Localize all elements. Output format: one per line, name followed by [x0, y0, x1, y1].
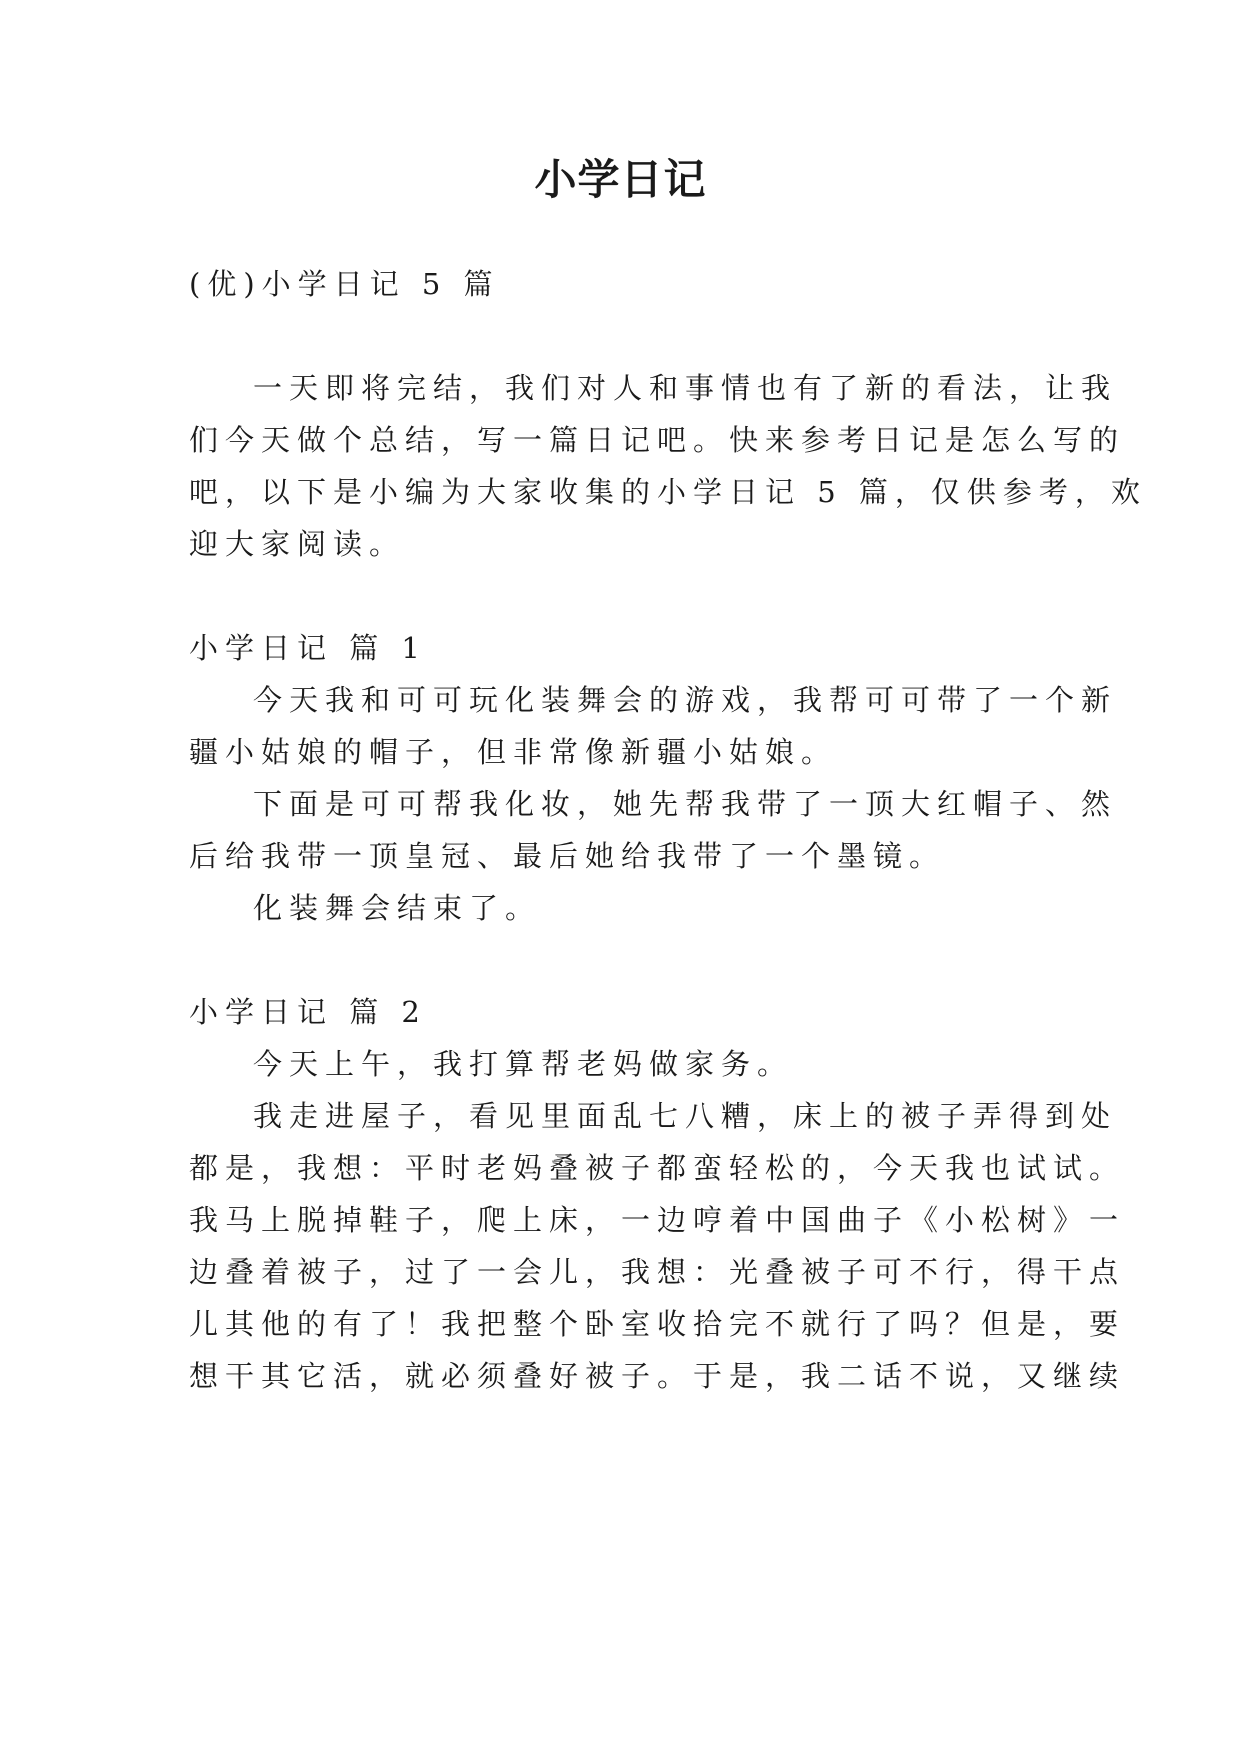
intro-line-1: 一天即将完结，我们对人和事情也有了新的看法，让我: [253, 371, 1118, 405]
section-1-line-2: 疆小姑娘的帽子，但非常像新疆小姑娘。: [189, 735, 838, 769]
intro-line-3: 吧，以下是小编为大家收集的小学日记 5 篇，仅供参考，欢: [189, 475, 1147, 509]
section-1-line-5: 化装舞会结束了。: [253, 891, 542, 925]
intro-line-4: 迎大家阅读。: [189, 527, 406, 561]
page-title: 小学日记: [534, 155, 707, 204]
intro-line-2: 们今天做个总结，写一篇日记吧。快来参考日记是怎么写的: [189, 423, 1126, 457]
section-2-line-3: 都是，我想：平时老妈叠被子都蛮轻松的，今天我也试试。: [189, 1151, 1126, 1185]
section-2-line-6: 儿其他的有了！我把整个卧室收拾完不就行了吗？但是，要: [189, 1307, 1126, 1341]
section-2-line-1: 今天上午，我打算帮老妈做家务。: [253, 1047, 794, 1081]
section-2-line-2: 我走进屋子，看见里面乱七八糟，床上的被子弄得到处: [253, 1099, 1118, 1133]
section-1-line-1: 今天我和可可玩化装舞会的游戏，我帮可可带了一个新: [253, 683, 1118, 717]
section-2-line-4: 我马上脱掉鞋子，爬上床，一边哼着中国曲子《小松树》一: [189, 1203, 1126, 1237]
section-2-line-5: 边叠着被子，过了一会儿，我想：光叠被子可不行，得干点: [189, 1255, 1126, 1289]
section-1-line-4: 后给我带一顶皇冠、最后她给我带了一个墨镜。: [189, 839, 946, 873]
section-2-line-7: 想干其它活，就必须叠好被子。于是，我二话不说，又继续: [189, 1359, 1126, 1393]
subtitle: (优)小学日记 5 篇: [189, 267, 500, 301]
section-2-heading: 小学日记 篇 2: [189, 995, 427, 1029]
section-1-heading: 小学日记 篇 1: [189, 631, 427, 665]
section-1-line-3: 下面是可可帮我化妆，她先帮我带了一顶大红帽子、然: [253, 787, 1118, 821]
